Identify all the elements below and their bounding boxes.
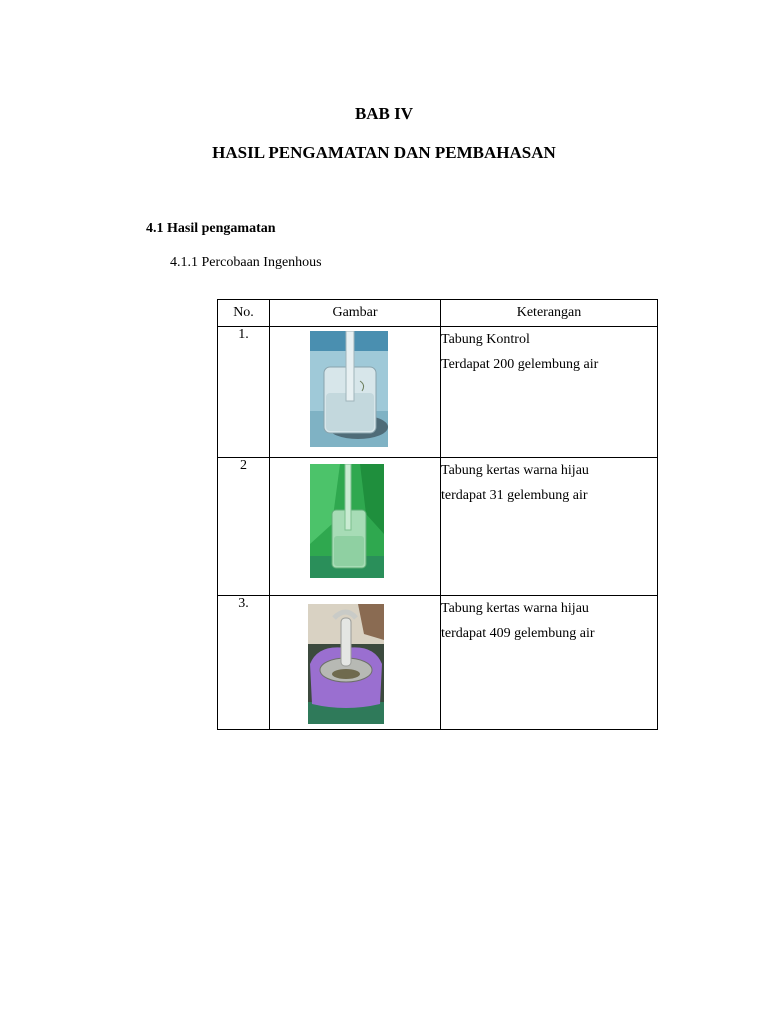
description-line: terdapat 409 gelembung air <box>441 626 595 641</box>
section-heading: 4.1 Hasil pengamatan <box>146 221 276 236</box>
row-number: 3. <box>218 596 270 730</box>
header-no: No. <box>218 300 270 327</box>
description-cell <box>441 596 658 730</box>
row-number: 2 <box>218 458 270 596</box>
chapter-title: HASIL PENGAMATAN DAN PEMBAHASAN <box>212 143 556 162</box>
description-line: Tabung kertas warna hijau <box>441 601 589 616</box>
table-row <box>218 596 658 730</box>
row-number: 1. <box>218 327 270 458</box>
chapter-heading: BAB IV <box>354 104 414 123</box>
photo-cell <box>270 596 441 730</box>
description-line: Tabung kertas warna hijau <box>441 463 589 478</box>
header-keterangan: Keterangan <box>441 300 658 327</box>
description-cell <box>441 327 658 458</box>
photo-cell <box>270 458 441 596</box>
table-row <box>218 327 658 458</box>
description-line: Terdapat 200 gelembung air <box>441 357 599 372</box>
subsection-heading: 4.1.1 Percobaan Ingenhous <box>170 255 322 270</box>
green-paper-beaker-photo <box>310 464 384 578</box>
table-row <box>218 458 658 596</box>
description-cell <box>441 458 658 596</box>
clear-beaker-photo <box>310 331 388 447</box>
header-gambar: Gambar <box>270 300 441 327</box>
photo-cell <box>270 327 441 458</box>
description-line: Tabung Kontrol <box>441 332 530 347</box>
purple-plastic-beaker-photo <box>308 604 384 724</box>
observation-table <box>217 299 658 730</box>
table-header-row <box>218 300 658 327</box>
description-line: terdapat 31 gelembung air <box>441 488 588 503</box>
